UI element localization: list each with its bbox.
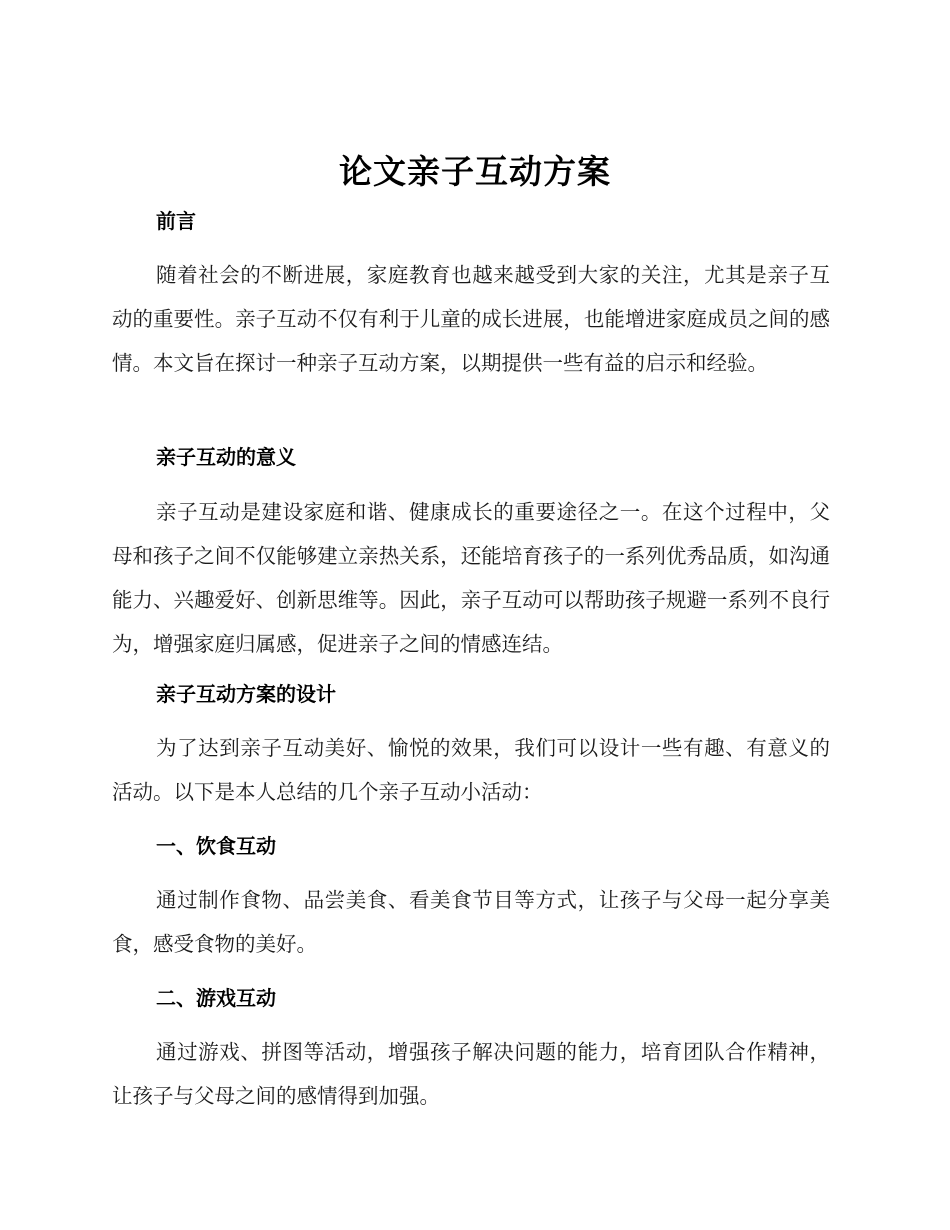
- section-body-significance: 亲子互动是建设家庭和谐、健康成长的重要途径之一。在这个过程中，父母和孩子之间不仅能够建立亲热关系，还能培育孩子的一系列优秀品质，如沟通能力、兴趣爱好、创新思维等。因此，亲子互动可以帮助孩子规避一系列不良行为，增强家庭归属感，促进亲子之间的情感连结。: [112, 500, 830, 656]
- section-body-games: 通过游戏、拼图等活动，增强孩子解决问题的能力，培育团队合作精神，让孩子与父母之间的感情得到加强。: [112, 1040, 830, 1108]
- section-heading-design: 亲子互动方案的设计: [156, 682, 336, 706]
- document-title: 论文亲子互动方案: [339, 152, 611, 191]
- section-heading-food: 一、饮食互动: [156, 834, 276, 858]
- section-body-preface: 随着社会的不断进展，家庭教育也越来越受到大家的关注，尤其是亲子互动的重要性。亲子互动不仅有利于儿童的成长进展，也能增进家庭成员之间的感情。本文旨在探讨一种亲子互动方案，以期提供一些有益的启示和经验。: [112, 263, 830, 375]
- section-heading-significance: 亲子互动的意义: [156, 445, 296, 469]
- section-heading-games: 二、游戏互动: [156, 986, 276, 1010]
- section-heading-preface: 前言: [156, 209, 196, 233]
- section-body-food: 通过制作食物、品尝美食、看美食节目等方式，让孩子与父母一起分享美食，感受食物的美好。: [112, 888, 830, 956]
- section-body-design: 为了达到亲子互动美好、愉悦的效果，我们可以设计一些有趣、有意义的活动。以下是本人总结的几个亲子互动小活动：: [112, 736, 830, 804]
